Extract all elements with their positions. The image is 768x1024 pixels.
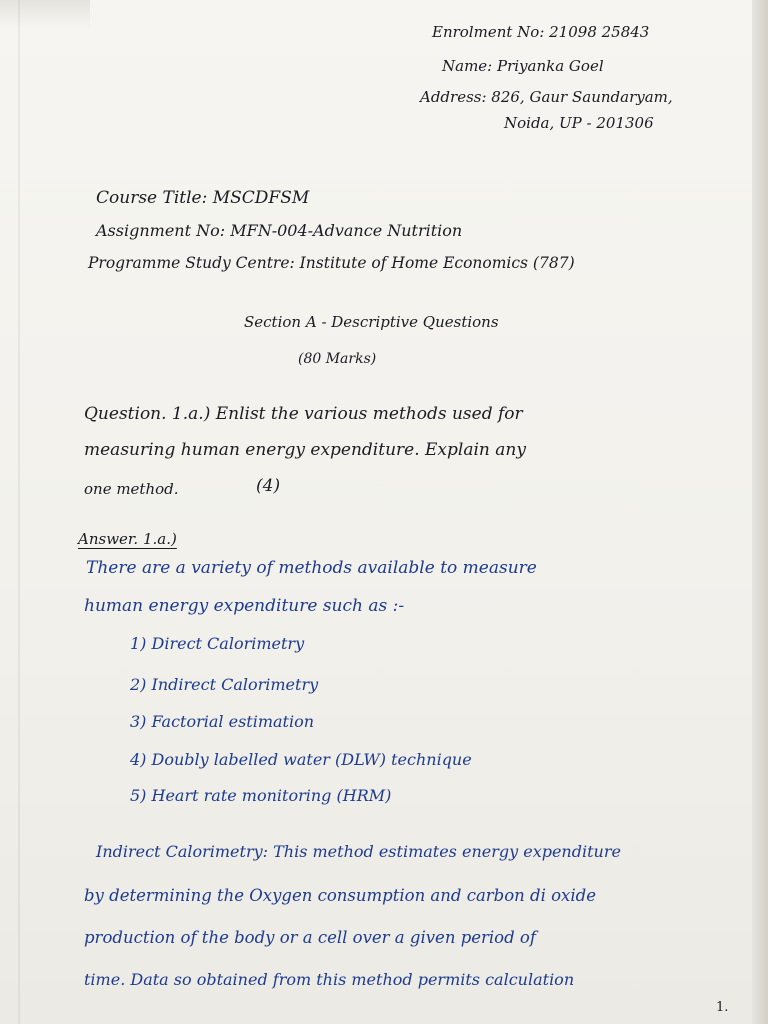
- answer-intro-line-2: human energy expenditure such as :-: [84, 596, 405, 616]
- question-line-2: measuring human energy expenditure. Explain any: [84, 440, 526, 460]
- method-item-5: 5) Heart rate monitoring (HRM): [130, 786, 392, 805]
- method-item-2: 2) Indirect Calorimetry: [130, 675, 319, 694]
- question-marks: (4): [256, 476, 281, 496]
- question-line-3: one method.: [84, 480, 179, 498]
- paragraph-line-4: time. Data so obtained from this method permits calculation: [84, 970, 575, 989]
- paragraph-line-1: Indirect Calorimetry: This method estimates energy expenditure: [96, 842, 621, 861]
- method-item-4: 4) Doubly labelled water (DLW) technique: [130, 750, 472, 769]
- answer-intro-line-1: There are a variety of methods available to measure: [86, 558, 537, 578]
- page-crease: [18, 0, 20, 1024]
- paragraph-line-2: by determining the Oxygen consumption and carbon di oxide: [84, 886, 596, 905]
- page-corner-shadow: [0, 0, 90, 28]
- student-name: Name: Priyanka Goel: [442, 57, 604, 75]
- course-title: Course Title: MSCDFSM: [96, 188, 310, 208]
- study-centre: Programme Study Centre: Institute of Home Economics (787): [88, 254, 575, 272]
- page-edge: [752, 0, 768, 1024]
- method-item-1: 1) Direct Calorimetry: [130, 634, 305, 653]
- assignment-number: Assignment No: MFN-004-Advance Nutrition: [96, 221, 463, 240]
- paragraph-line-3: production of the body or a cell over a given period of: [84, 928, 536, 947]
- address-line-2: Noida, UP - 201306: [504, 114, 654, 132]
- address-line-1: Address: 826, Gaur Saundaryam,: [420, 88, 673, 106]
- enrolment-number: Enrolment No: 21098 25843: [432, 23, 650, 41]
- page-number: 1.: [716, 1000, 729, 1015]
- method-item-3: 3) Factorial estimation: [130, 712, 315, 731]
- question-line-1: Question. 1.a.) Enlist the various methods used for: [84, 404, 523, 424]
- section-title: Section A - Descriptive Questions: [244, 313, 499, 331]
- section-marks: (80 Marks): [298, 351, 377, 367]
- answer-heading: Answer. 1.a.): [78, 530, 177, 548]
